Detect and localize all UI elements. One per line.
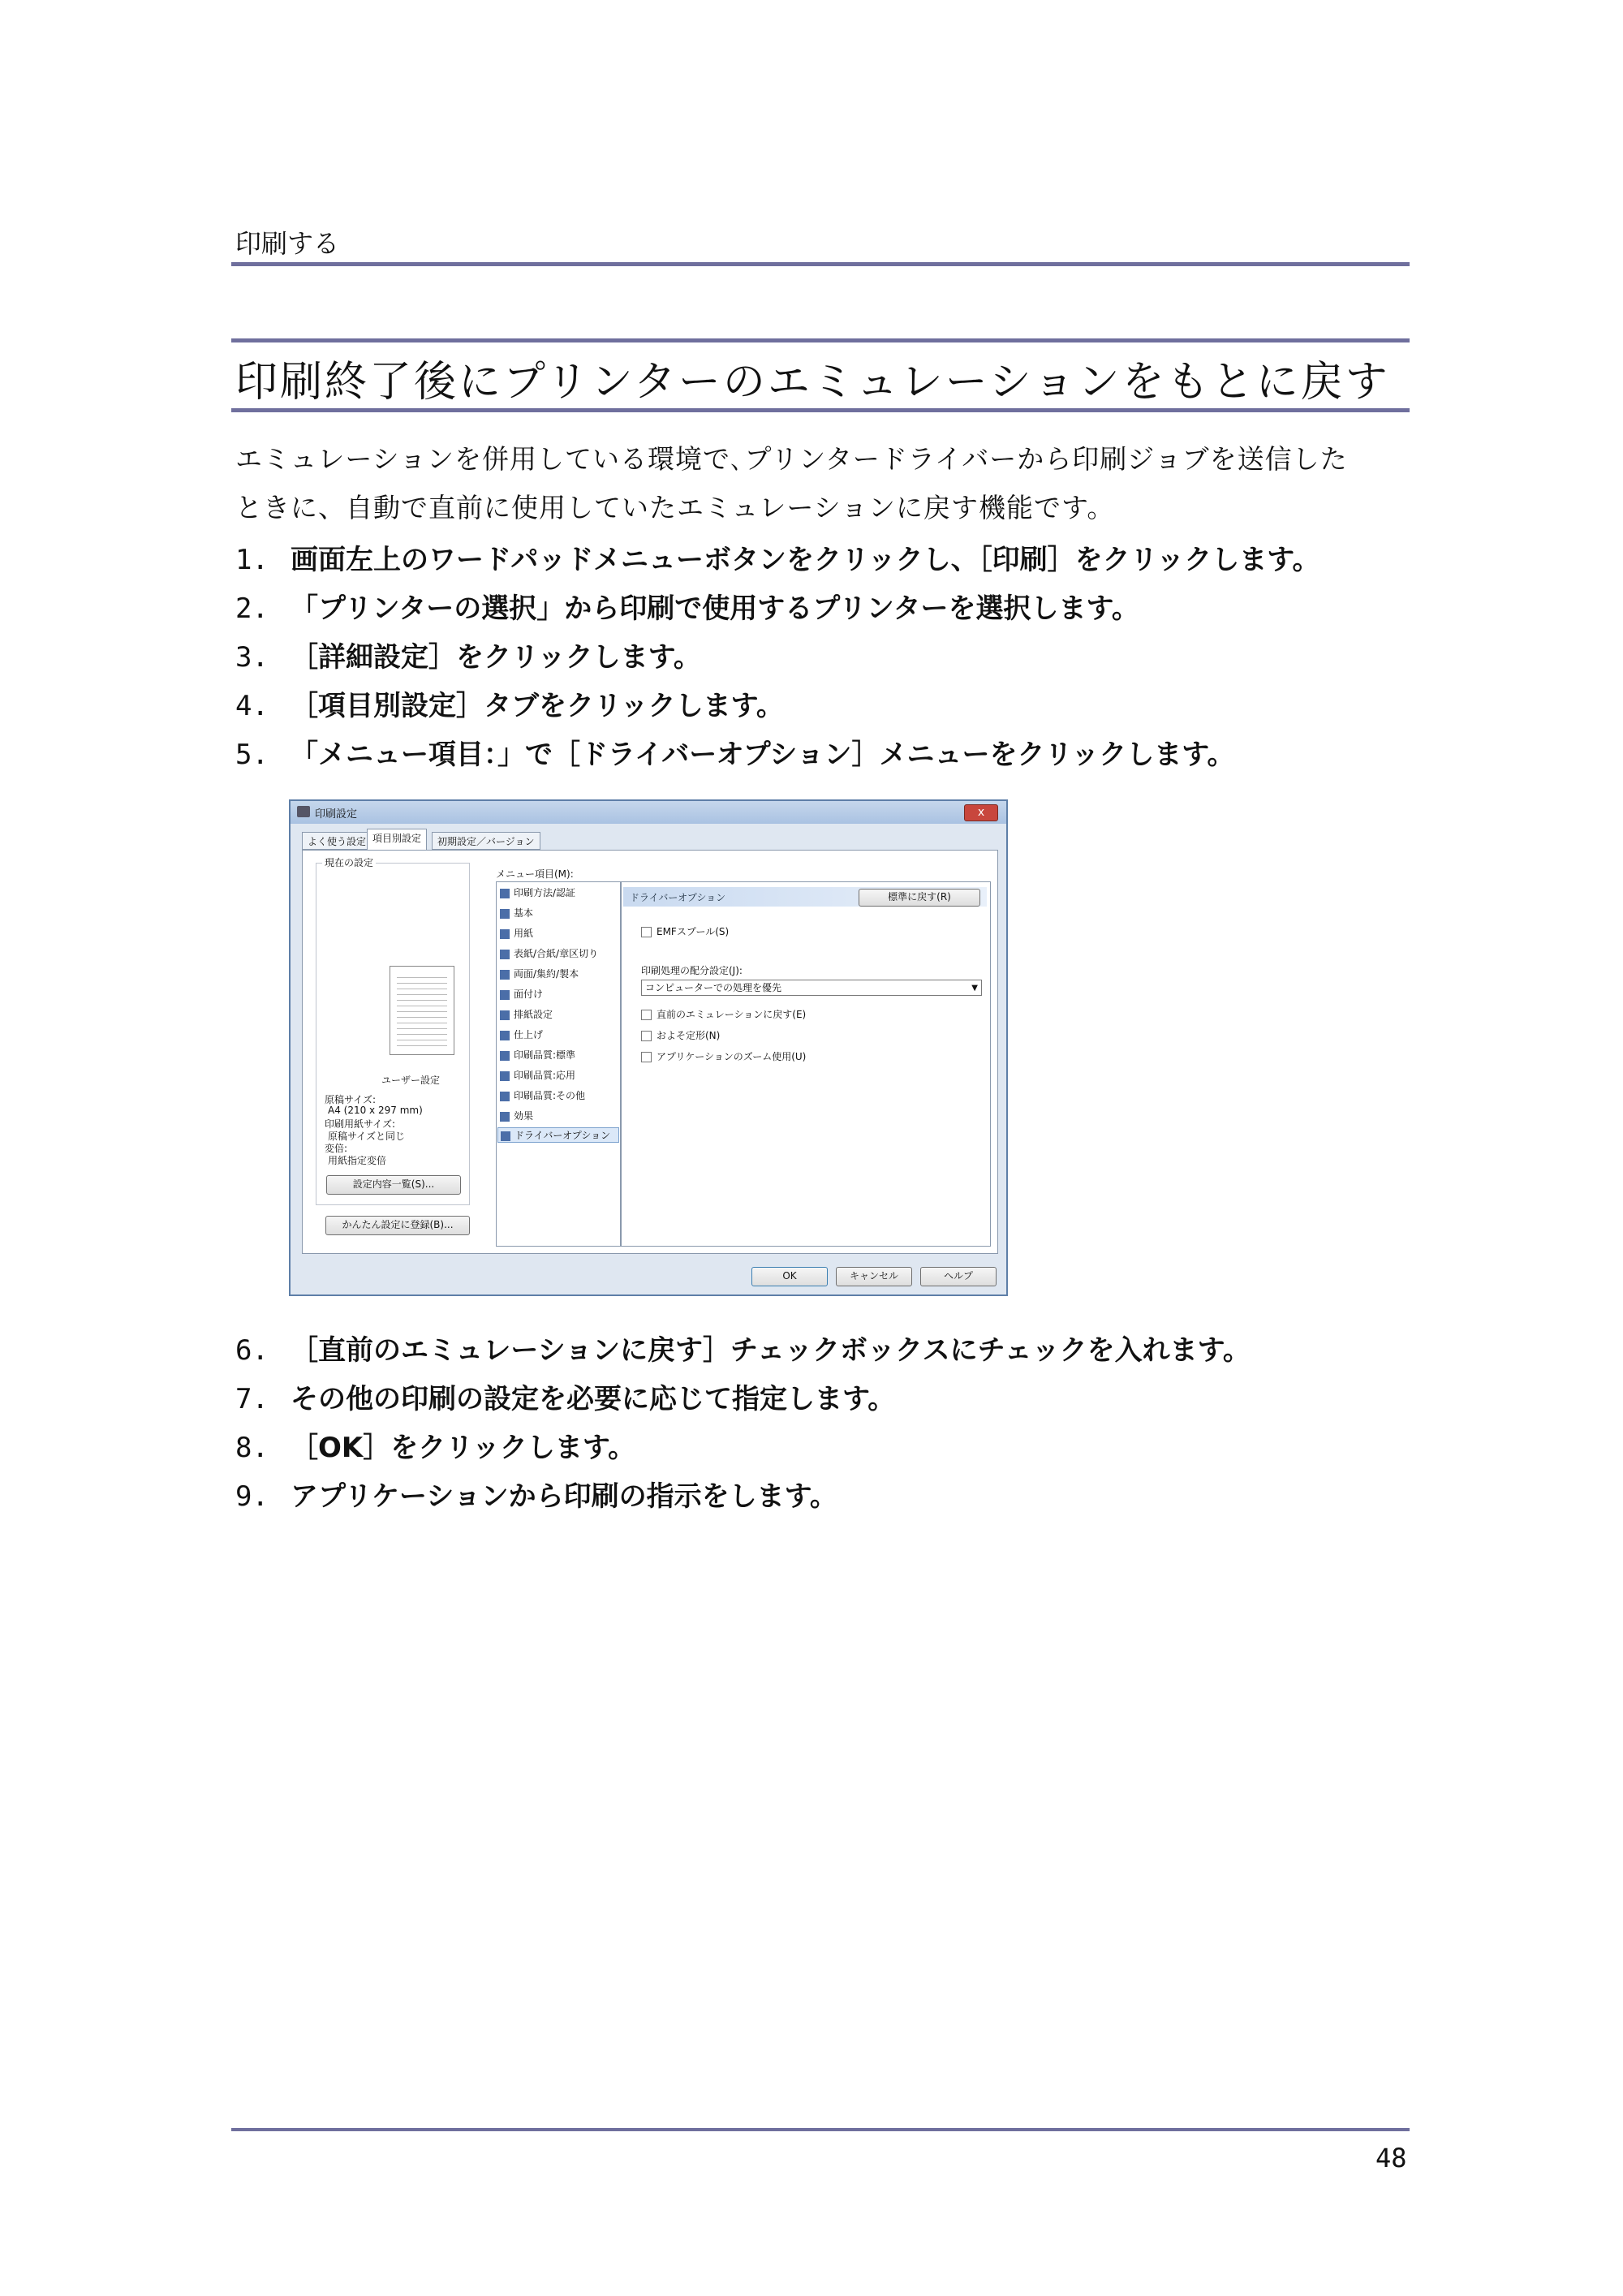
summary-line: 印刷用紙サイズ: xyxy=(325,1118,396,1130)
checkbox-box xyxy=(641,927,652,937)
menu-item-label: 仕上げ xyxy=(514,1029,544,1040)
effects-icon xyxy=(500,1112,510,1122)
step-text: ［詳細設定］をクリックします。 xyxy=(291,641,701,674)
quality-icon xyxy=(500,1071,510,1081)
quality-icon xyxy=(500,1051,510,1061)
imposition-icon xyxy=(500,990,510,1000)
step-5 xyxy=(235,732,1234,772)
title-rule-top xyxy=(231,338,1410,342)
menu-item-label: 表紙/合紙/章区切り xyxy=(514,948,599,959)
register-quick-setting-button[interactable]: かんたん設定に登録(B)... xyxy=(325,1216,470,1235)
step-number: 7. xyxy=(235,1383,269,1415)
step-text: ［直前のエミュレーションに戻す］チェックボックスにチェックを入れます。 xyxy=(291,1334,1251,1367)
ok-button[interactable]: OK xyxy=(751,1267,828,1286)
step-1 xyxy=(235,537,1320,577)
tab-item-settings[interactable]: 項目別設定 xyxy=(367,829,427,850)
step-number: 1. xyxy=(235,544,269,576)
cancel-button[interactable]: キャンセル xyxy=(836,1267,912,1286)
step-number: 3. xyxy=(235,641,269,674)
menu-item-effects[interactable] xyxy=(500,1109,533,1122)
menu-item-quality-standard[interactable] xyxy=(500,1048,575,1062)
step-number: 8. xyxy=(235,1432,269,1464)
dialog-title: 印刷設定 xyxy=(315,808,358,821)
menu-item-label: 印刷品質:応用 xyxy=(514,1070,576,1081)
menu-item-label: 排紙設定 xyxy=(514,1009,553,1020)
cover-icon xyxy=(500,950,510,959)
menu-item-imposition[interactable] xyxy=(500,987,543,1001)
select-value: コンピューターでの処理を優先 xyxy=(645,982,782,993)
intro-line-2: ときに、自動で直前に使用していたエミュレーションに戻す機能です。 xyxy=(235,492,1115,523)
page-number: 48 xyxy=(1375,2143,1407,2173)
checkbox-label: およそ定形(N) xyxy=(657,1030,721,1041)
step-2 xyxy=(235,586,1139,626)
restore-default-button[interactable]: 標準に戻す(R) xyxy=(859,889,980,907)
printer-icon xyxy=(297,806,310,817)
checkbox-label: アプリケーションのズーム使用(U) xyxy=(657,1051,807,1062)
checkbox-box xyxy=(641,1052,652,1062)
print-settings-dialog xyxy=(289,799,1008,1296)
menu-item-label: 効果 xyxy=(514,1110,534,1122)
menu-item-quality-advanced[interactable] xyxy=(500,1068,575,1082)
menu-items-list xyxy=(496,881,621,1247)
step-text: 画面左上のワードパッドメニューボタンをクリックし、［印刷］をクリックします。 xyxy=(291,544,1320,576)
menu-item-duplex[interactable] xyxy=(500,967,579,980)
step-text: その他の印刷の設定を必要に応じて指定します。 xyxy=(291,1383,896,1415)
finishing-icon xyxy=(500,1031,510,1040)
current-settings-group xyxy=(316,863,470,1205)
menu-items-label: メニュー項目(M): xyxy=(496,868,574,880)
checkbox-label: 直前のエミュレーションに戻す(E) xyxy=(657,1009,807,1020)
step-text: 「プリンターの選択」から印刷で使用するプリンターを選択します。 xyxy=(291,592,1139,625)
step-text: アプリケーションから印刷の指示をします。 xyxy=(291,1480,837,1513)
driver-options-pane xyxy=(621,881,991,1247)
pane-title: ドライバーオプション xyxy=(630,892,726,903)
menu-item-label: 印刷品質:標準 xyxy=(514,1049,576,1061)
tab-favorites[interactable]: よく使う設定 xyxy=(302,832,372,850)
basic-icon xyxy=(500,909,510,919)
summary-line: 原稿サイズと同じ xyxy=(328,1131,406,1142)
current-settings-label: 現在の設定 xyxy=(322,855,376,869)
duplex-icon xyxy=(500,970,510,980)
emf-spool-checkbox[interactable] xyxy=(641,924,729,938)
summary-line: 原稿サイズ: xyxy=(325,1094,377,1105)
step-8 xyxy=(235,1425,635,1465)
gear-icon xyxy=(501,1131,510,1141)
step-text: ［項目別設定］タブをクリックします。 xyxy=(291,690,784,722)
step-text: ［OK］をクリックします。 xyxy=(291,1432,636,1464)
menu-item-label: 基本 xyxy=(514,907,534,919)
section-header: 印刷する xyxy=(235,228,340,259)
menu-item-label: 印刷方法/認証 xyxy=(514,887,576,898)
help-button[interactable]: ヘルプ xyxy=(920,1267,997,1286)
title-rule-bottom xyxy=(231,408,1410,412)
footer-rule xyxy=(231,2128,1410,2131)
menu-item-finishing[interactable] xyxy=(500,1027,543,1041)
menu-item-label: ドライバーオプション xyxy=(514,1130,611,1141)
checkbox-box xyxy=(641,1010,652,1020)
step-text: 「メニュー項目：」で［ドライバーオプション］メニューをクリックします。 xyxy=(291,739,1235,771)
menu-item-label: 両面/集約/製本 xyxy=(514,968,579,980)
page-title: 印刷終了後にプリンターのエミュレーションをもとに戻す xyxy=(235,358,1390,407)
menu-item-output[interactable] xyxy=(500,1007,553,1021)
restore-emulation-checkbox[interactable] xyxy=(641,1007,806,1021)
step-9 xyxy=(235,1474,837,1514)
step-7 xyxy=(235,1376,895,1416)
menu-item-driver-options[interactable] xyxy=(497,1127,619,1143)
distribution-label: 印刷処理の配分設定(J): xyxy=(641,965,743,976)
intro-line-1: エミュレーションを併用している環境で､プリンタードライバーから印刷ジョブを送信した xyxy=(235,443,1348,475)
tab-defaults-version[interactable]: 初期設定／バージョン xyxy=(432,832,540,850)
step-number: 9. xyxy=(235,1480,269,1513)
chevron-down-icon: ▼ xyxy=(971,984,978,993)
checkbox-box xyxy=(641,1031,652,1041)
step-3 xyxy=(235,635,701,674)
menu-item-cover[interactable] xyxy=(500,946,598,960)
menu-item-label: 印刷品質:その他 xyxy=(514,1090,586,1101)
summary-line: 用紙指定変倍 xyxy=(328,1155,387,1166)
dialog-titlebar xyxy=(291,801,1006,824)
menu-item-paper[interactable] xyxy=(500,926,533,940)
step-number: 6. xyxy=(235,1334,269,1367)
summary-line: A4 (210 x 297 mm) xyxy=(328,1105,423,1116)
menu-item-basic[interactable] xyxy=(500,906,533,920)
step-number: 5. xyxy=(235,739,269,771)
tab-panel xyxy=(302,850,998,1254)
checkbox-label: EMFスプール(S) xyxy=(657,926,730,937)
close-button[interactable]: x xyxy=(964,804,998,821)
header-rule xyxy=(231,262,1410,266)
menu-item-label: 用紙 xyxy=(514,928,534,939)
menu-item-quality-other[interactable] xyxy=(500,1088,585,1102)
quality-icon xyxy=(500,1092,510,1101)
step-6 xyxy=(235,1328,1251,1368)
distribution-select[interactable] xyxy=(641,980,982,996)
menu-item-print-method[interactable] xyxy=(500,885,575,899)
summary-line: 変倍: xyxy=(325,1143,348,1154)
settings-list-button[interactable]: 設定内容一覧(S)... xyxy=(326,1175,461,1195)
step-number: 4. xyxy=(235,690,269,722)
paper-icon xyxy=(500,929,510,939)
step-4 xyxy=(235,683,784,723)
print-method-icon xyxy=(500,889,510,898)
app-zoom-checkbox[interactable] xyxy=(641,1049,806,1063)
user-setting-label: ユーザー設定 xyxy=(381,1075,441,1086)
step-number: 2. xyxy=(235,592,269,625)
menu-item-label: 面付け xyxy=(514,989,544,1000)
page-preview xyxy=(390,966,454,1055)
approx-shape-checkbox[interactable] xyxy=(641,1028,720,1042)
output-icon xyxy=(500,1010,510,1020)
